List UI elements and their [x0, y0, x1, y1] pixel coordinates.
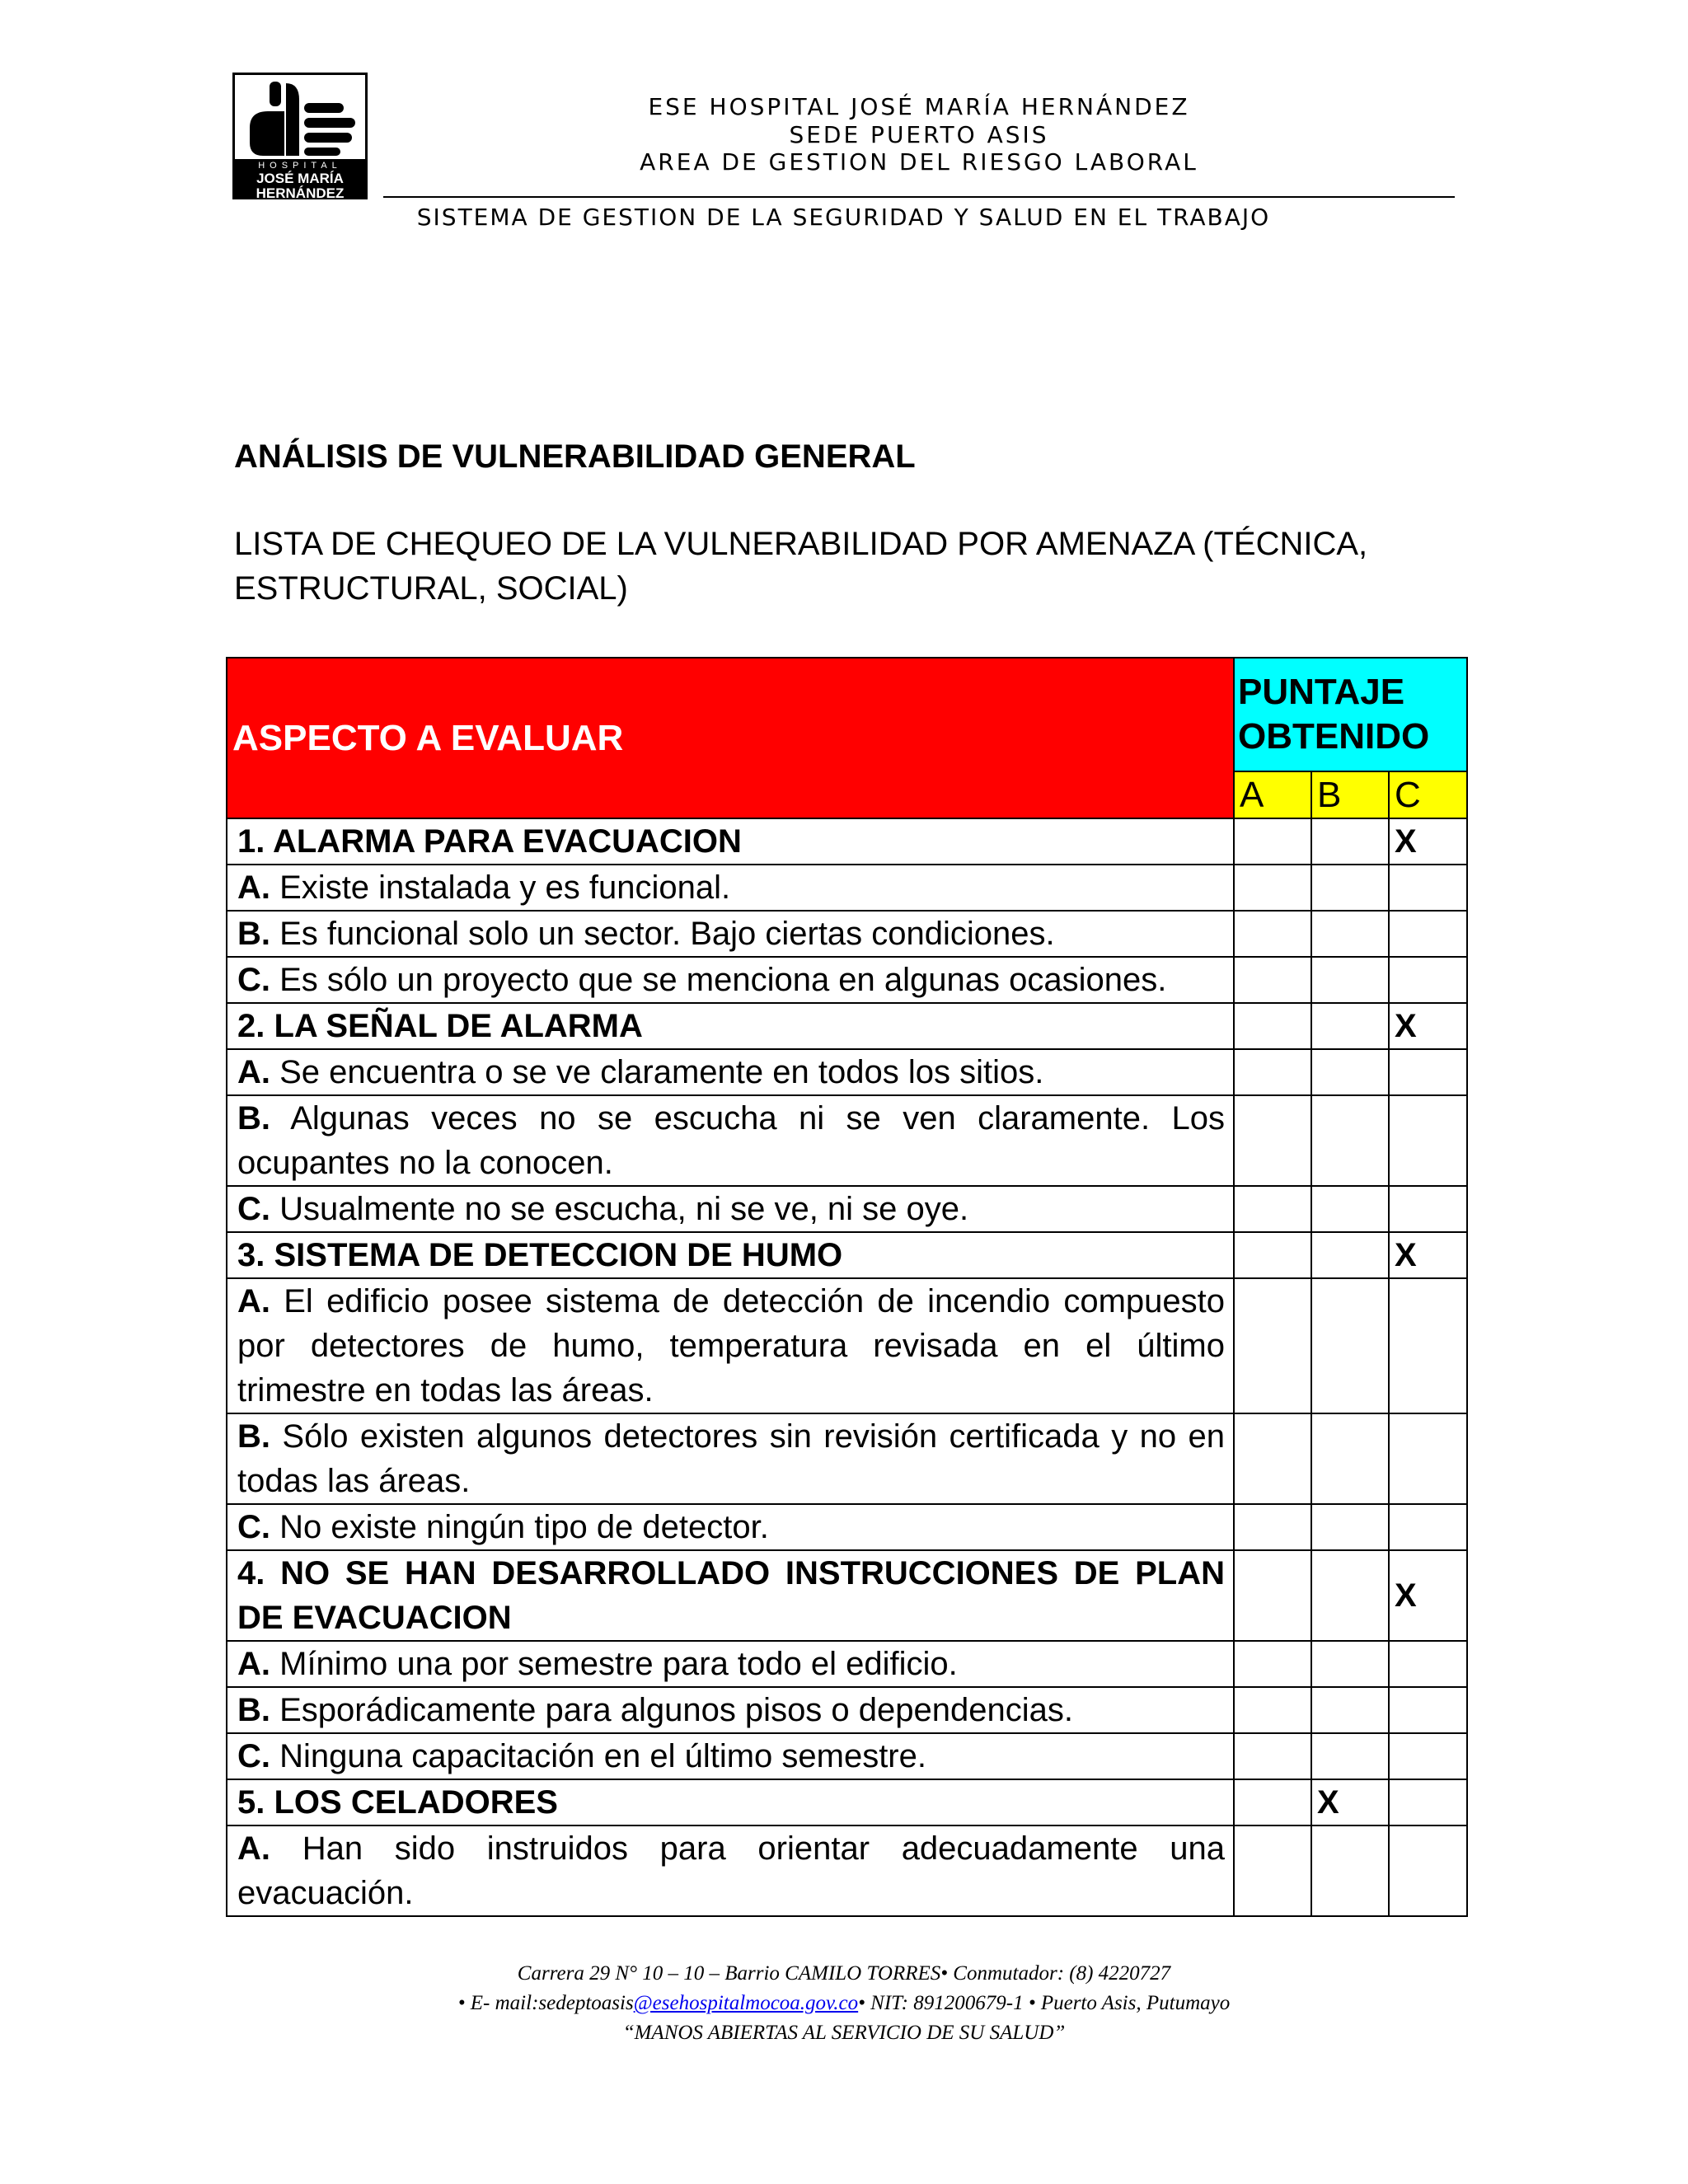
score-mark-b — [1311, 1641, 1389, 1687]
option-row — [227, 911, 1467, 957]
score-mark-c: X — [1389, 818, 1467, 865]
option-row — [227, 1641, 1467, 1687]
score-mark-b — [1311, 1095, 1389, 1186]
score-mark-a — [1234, 1504, 1311, 1550]
score-mark-b — [1311, 865, 1389, 911]
score-mark-b — [1311, 1049, 1389, 1095]
option-letter: B. — [237, 1418, 270, 1455]
vulnerability-checklist-table — [226, 657, 1468, 1917]
logo-line-2: JOSÉ MARÍA HERNÁNDEZ — [256, 171, 345, 201]
option-text: Han sido instruidos para orientar adecuadamente una evacuación. — [237, 1830, 1225, 1911]
option-letter: B. — [237, 1692, 270, 1728]
score-column-a: A — [1234, 771, 1311, 818]
option-letter: A. — [237, 1830, 270, 1867]
score-mark-a — [1234, 1825, 1311, 1916]
option-text: Mínimo una por semestre para todo el edificio. — [279, 1646, 958, 1682]
section-title: 3. SISTEMA DE DETECCION DE HUMO — [227, 1232, 1234, 1278]
option-text: Ninguna capacitación en el último semestre. — [279, 1738, 926, 1774]
score-mark-b — [1311, 1278, 1389, 1413]
score-mark-a — [1234, 818, 1311, 865]
option-cell — [227, 1186, 1234, 1232]
score-mark-b — [1311, 1825, 1389, 1916]
section-row — [227, 1550, 1467, 1641]
score-mark-b — [1311, 1003, 1389, 1049]
option-row — [227, 1186, 1467, 1232]
logo-line-1: HOSPITAL — [258, 161, 342, 171]
aspect-header: ASPECTO A EVALUAR — [227, 658, 1234, 818]
option-text: No existe ningún tipo de detector. — [279, 1509, 769, 1545]
footer-email-prefix: • E- mail:sedeptoasis — [457, 1992, 634, 2014]
option-row — [227, 865, 1467, 911]
option-cell — [227, 1641, 1234, 1687]
score-mark-b — [1311, 818, 1389, 865]
section-title: 2. LA SEÑAL DE ALARMA — [227, 1003, 1234, 1049]
score-mark-c — [1389, 1825, 1467, 1916]
option-letter: B. — [237, 916, 270, 952]
option-text: Se encuentra o se ve claramente en todos los sitios. — [279, 1054, 1044, 1090]
score-mark-b — [1311, 1550, 1389, 1641]
option-cell — [227, 1733, 1234, 1779]
score-mark-c — [1389, 1687, 1467, 1733]
score-mark-a — [1234, 1687, 1311, 1733]
score-mark-a — [1234, 865, 1311, 911]
option-cell — [227, 957, 1234, 1003]
option-cell — [227, 1687, 1234, 1733]
option-row — [227, 1504, 1467, 1550]
option-letter: A. — [237, 869, 270, 906]
option-cell — [227, 1504, 1234, 1550]
option-text: Esporádicamente para algunos pisos o dependencias. — [279, 1692, 1073, 1728]
option-row — [227, 1687, 1467, 1733]
score-mark-a — [1234, 1413, 1311, 1504]
footer-email-link[interactable]: @esehospitalmocoa.gov.co — [633, 1992, 859, 2014]
score-mark-a — [1234, 1049, 1311, 1095]
score-mark-c — [1389, 1641, 1467, 1687]
option-row — [227, 1278, 1467, 1413]
area-name: AREA DE GESTION DEL RIESGO LABORAL — [640, 148, 1198, 176]
section-title: 1. ALARMA PARA EVACUACION — [227, 818, 1234, 865]
option-text: Algunas veces no se escucha ni se ven claramente. Los ocupantes no la conocen. — [237, 1100, 1225, 1181]
option-letter: B. — [237, 1100, 270, 1137]
score-mark-a — [1234, 1186, 1311, 1232]
score-mark-c: X — [1389, 1003, 1467, 1049]
option-cell — [227, 911, 1234, 957]
score-mark-a — [1234, 1779, 1311, 1825]
option-text: Usualmente no se escucha, ni se ve, ni se oye. — [279, 1191, 969, 1227]
footer-slogan: “MANOS ABIERTAS AL SERVICIO DE SU SALUD” — [622, 2022, 1066, 2044]
option-cell — [227, 1095, 1234, 1186]
score-mark-b — [1311, 1504, 1389, 1550]
option-row — [227, 1095, 1467, 1186]
score-mark-c — [1389, 1186, 1467, 1232]
score-mark-c — [1389, 957, 1467, 1003]
score-mark-c — [1389, 1095, 1467, 1186]
option-cell — [227, 865, 1234, 911]
option-row — [227, 957, 1467, 1003]
logo-band — [235, 159, 365, 208]
hand-logo-icon — [235, 75, 365, 159]
option-letter: C. — [237, 1738, 270, 1774]
footer-contact — [226, 1990, 1462, 2018]
option-row — [227, 1733, 1467, 1779]
option-letter: C. — [237, 1509, 270, 1545]
score-mark-b — [1311, 1413, 1389, 1504]
section-title: 5. LOS CELADORES — [227, 1779, 1234, 1825]
logo-line-3: EMPRESA SOCIAL DEL ESTADO — [256, 202, 345, 208]
score-mark-b — [1311, 1186, 1389, 1232]
option-cell — [227, 1049, 1234, 1095]
option-cell — [227, 1413, 1234, 1504]
section-row — [227, 818, 1467, 865]
score-mark-a — [1234, 1278, 1311, 1413]
header-divider — [383, 196, 1455, 198]
option-cell — [227, 1825, 1234, 1916]
score-mark-b — [1311, 1232, 1389, 1278]
option-letter: C. — [237, 962, 270, 998]
option-row — [227, 1049, 1467, 1095]
system-name: SISTEMA DE GESTION DE LA SEGURIDAD Y SALUD EN EL TRABAJO — [416, 204, 1271, 231]
section-row — [227, 1003, 1467, 1049]
option-text: El edificio posee sistema de detección de incendio compuesto por detectores de humo, temperatura revisada en el último trimestre en todas las áreas. — [237, 1283, 1225, 1408]
score-mark-b — [1311, 1733, 1389, 1779]
score-mark-a — [1234, 1095, 1311, 1186]
score-mark-c — [1389, 1733, 1467, 1779]
score-mark-b — [1311, 957, 1389, 1003]
score-mark-c — [1389, 1779, 1467, 1825]
section-title: 4. NO SE HAN DESARROLLADO INSTRUCCIONES DE PLAN DE EVACUACION — [227, 1550, 1234, 1641]
section-row — [227, 1779, 1467, 1825]
score-mark-b: X — [1311, 1779, 1389, 1825]
score-mark-c — [1389, 1049, 1467, 1095]
page-subtitle: LISTA DE CHEQUEO DE LA VULNERABILIDAD POR AMENAZA (TÉCNICA, ESTRUCTURAL, SOCIAL) — [234, 526, 1368, 607]
score-mark-c — [1389, 1413, 1467, 1504]
footer-nit: • NIT: 891200679-1 • Puerto Asis, Putumayo — [858, 1992, 1231, 2014]
footer-address: Carrera 29 N° 10 – 10 – Barrio CAMILO TORRES• Conmutador: (8) 4220727 — [517, 1962, 1171, 1985]
page-title: ANÁLISIS DE VULNERABILIDAD GENERAL — [234, 438, 916, 475]
site-name: SEDE PUERTO ASIS — [789, 121, 1049, 148]
option-row — [227, 1413, 1467, 1504]
option-letter: A. — [237, 1646, 270, 1682]
score-mark-a — [1234, 1232, 1311, 1278]
section-row — [227, 1232, 1467, 1278]
score-mark-c: X — [1389, 1232, 1467, 1278]
score-mark-b — [1311, 911, 1389, 957]
score-mark-a — [1234, 911, 1311, 957]
score-column-c: C — [1389, 771, 1467, 818]
option-text: Es funcional solo un sector. Bajo ciertas condiciones. — [279, 916, 1055, 952]
score-mark-a — [1234, 1641, 1311, 1687]
option-text: Sólo existen algunos detectores sin revisión certificada y no en todas las áreas. — [237, 1418, 1225, 1499]
score-mark-c — [1389, 1504, 1467, 1550]
score-mark-a — [1234, 957, 1311, 1003]
score-mark-a — [1234, 1003, 1311, 1049]
score-mark-c — [1389, 865, 1467, 911]
score-mark-c — [1389, 1278, 1467, 1413]
option-letter: A. — [237, 1054, 270, 1090]
institution-name: ESE HOSPITAL JOSÉ MARÍA HERNÁNDEZ — [648, 93, 1190, 120]
option-text: Existe instalada y es funcional. — [279, 869, 731, 906]
score-header: PUNTAJE OBTENIDO — [1234, 658, 1467, 771]
option-letter: C. — [237, 1191, 270, 1227]
option-cell — [227, 1278, 1234, 1413]
score-column-b: B — [1311, 771, 1389, 818]
option-row — [227, 1825, 1467, 1916]
option-letter: A. — [237, 1283, 270, 1319]
score-mark-c: X — [1389, 1550, 1467, 1641]
table-header-row — [227, 658, 1467, 771]
score-mark-a — [1234, 1733, 1311, 1779]
hospital-logo — [232, 73, 368, 208]
score-mark-c — [1389, 911, 1467, 957]
option-text: Es sólo un proyecto que se menciona en algunas ocasiones. — [279, 962, 1167, 998]
score-mark-a — [1234, 1550, 1311, 1641]
score-mark-b — [1311, 1687, 1389, 1733]
